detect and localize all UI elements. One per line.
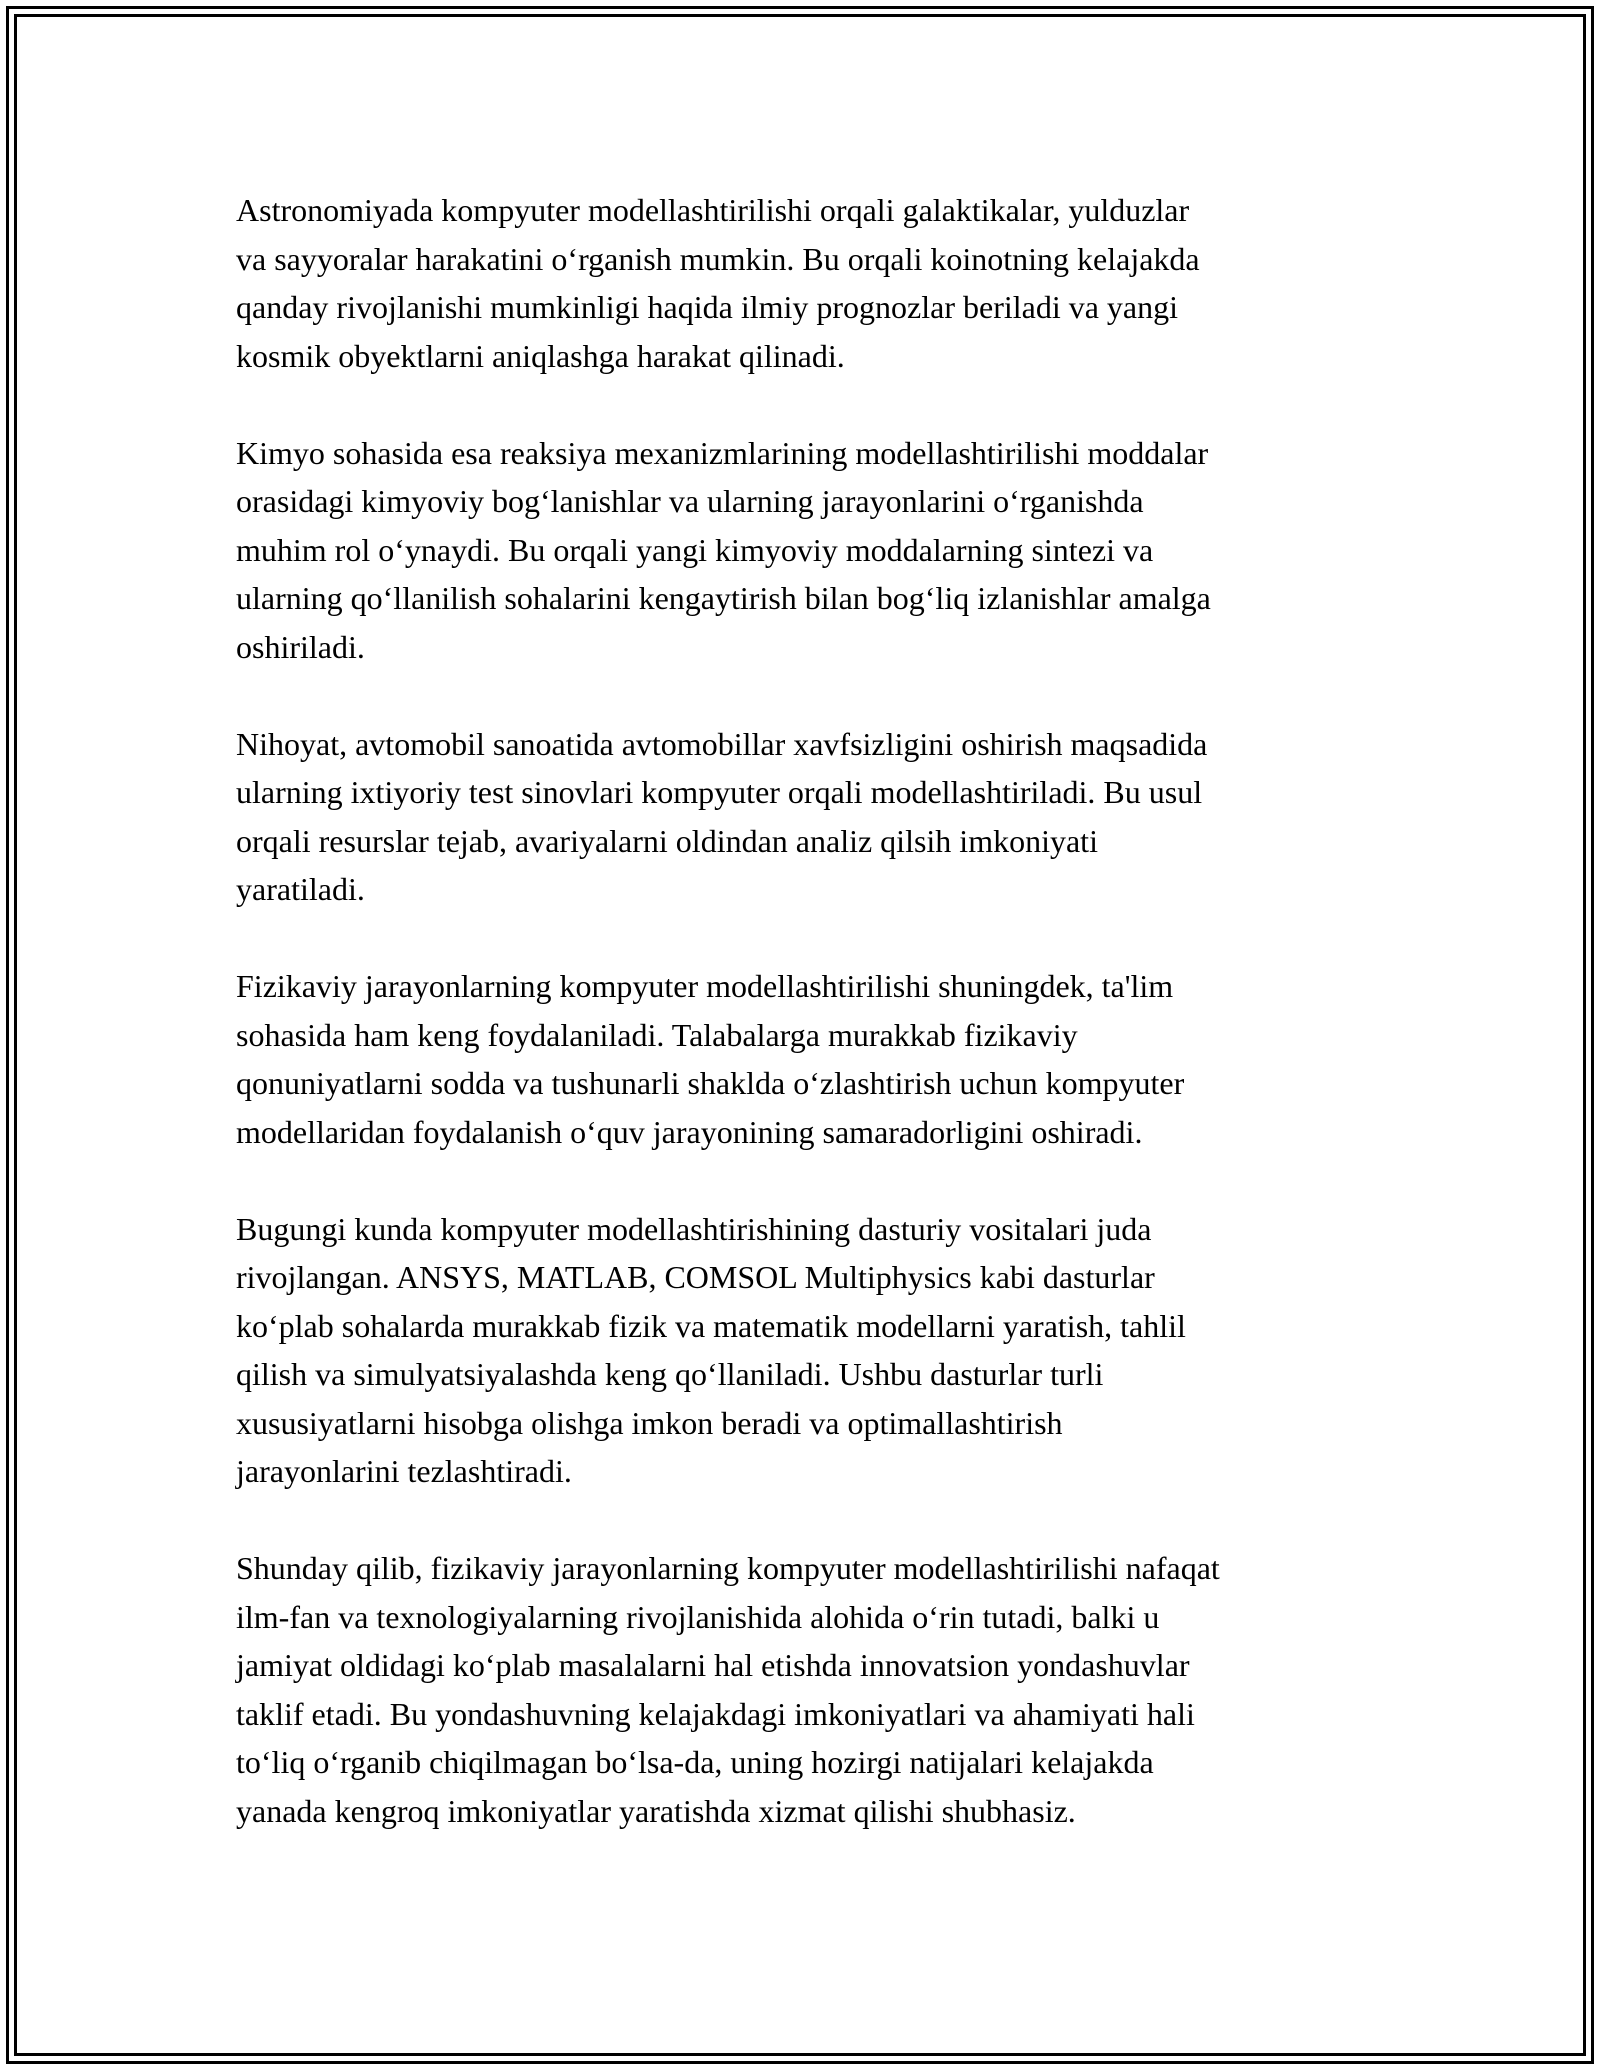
document-body [236, 186, 1376, 1884]
paragraph-software-tools: Bugungi kunda kompyuter modellashtirishining dasturiy vositalari juda rivojlangan. ANSYS, MATLAB, COMSOL Multiphysics kabi dasturlar ko‘plab sohalarda murakkab fizik va matematik modellarni yaratish, tahlil qilish va simulyatsiyalashda keng qo‘llaniladi. Ushbu dasturlar turli xususiyatlarni hisobga olishga imkon beradi va optimallashtirish jarayonlarini tezlashtiradi. [236, 1210, 1186, 1489]
paragraph-conclusion: Shunday qilib, fizikaviy jarayonlarning kompyuter modellashtirilishi nafaqat ilm-fan va texnologiyalarning rivojlanishida alohida o‘rin tutadi, balki u jamiyat oldidagi ko‘plab masalalarni hal etishda innovatsion yondashuvlar taklif etadi. Bu yondashuvning kelajakdagi imkoniyatlari va ahamiyati hali to‘liq o‘rganib chiqilmagan bo‘lsa-da, uning hozirgi natijalari kelajakda yanada kengroq imkoniyatlar yaratishda xizmat qilishi shubhasiz. [236, 1550, 1220, 1829]
paragraph-automotive: Nihoyat, avtomobil sanoatida avtomobillar xavfsizligini oshirish maqsadida ularning ixtiyoriy test sinovlari kompyuter orqali modellashtiriladi. Bu usul orqali resurslar tejab, avariyalarni oldindan analiz qilsih imkoniyati yaratiladi. [236, 725, 1208, 907]
paragraph-education: Fizikaviy jarayonlarning kompyuter modellashtirilishi shuningdek, ta'lim sohasida ham keng foydalaniladi. Talabalarga murakkab fizikaviy qonuniyatlarni sodda va tushunarli shaklda o‘zlashtirish uchun kompyuter modellaridan foydalanish o‘quv jarayonining samaradorligini oshiradi. [236, 968, 1185, 1150]
paragraph-chemistry: Kimyo sohasida esa reaksiya mexanizmlarining modellashtirilishi moddalar orasidagi kimyoviy bog‘lanishlar va ularning jarayonlarini o‘rganishda muhim rol o‘ynaydi. Bu orqali yangi kimyoviy moddalarning sintezi va ularning qo‘llanilish sohalarini kengaytirish bilan bog‘liq izlanishlar amalga oshiriladi. [236, 434, 1211, 665]
paragraph-astronomy: Astronomiyada kompyuter modellashtirilishi orqali galaktikalar, yulduzlar va sayyoralar harakatini o‘rganish mumkin. Bu orqali koinotning kelajakda qanday rivojlanishi mumkinligi haqida ilmiy prognozlar beriladi va yangi kosmik obyektlarni aniqlashga harakat qilinadi. [236, 192, 1200, 374]
